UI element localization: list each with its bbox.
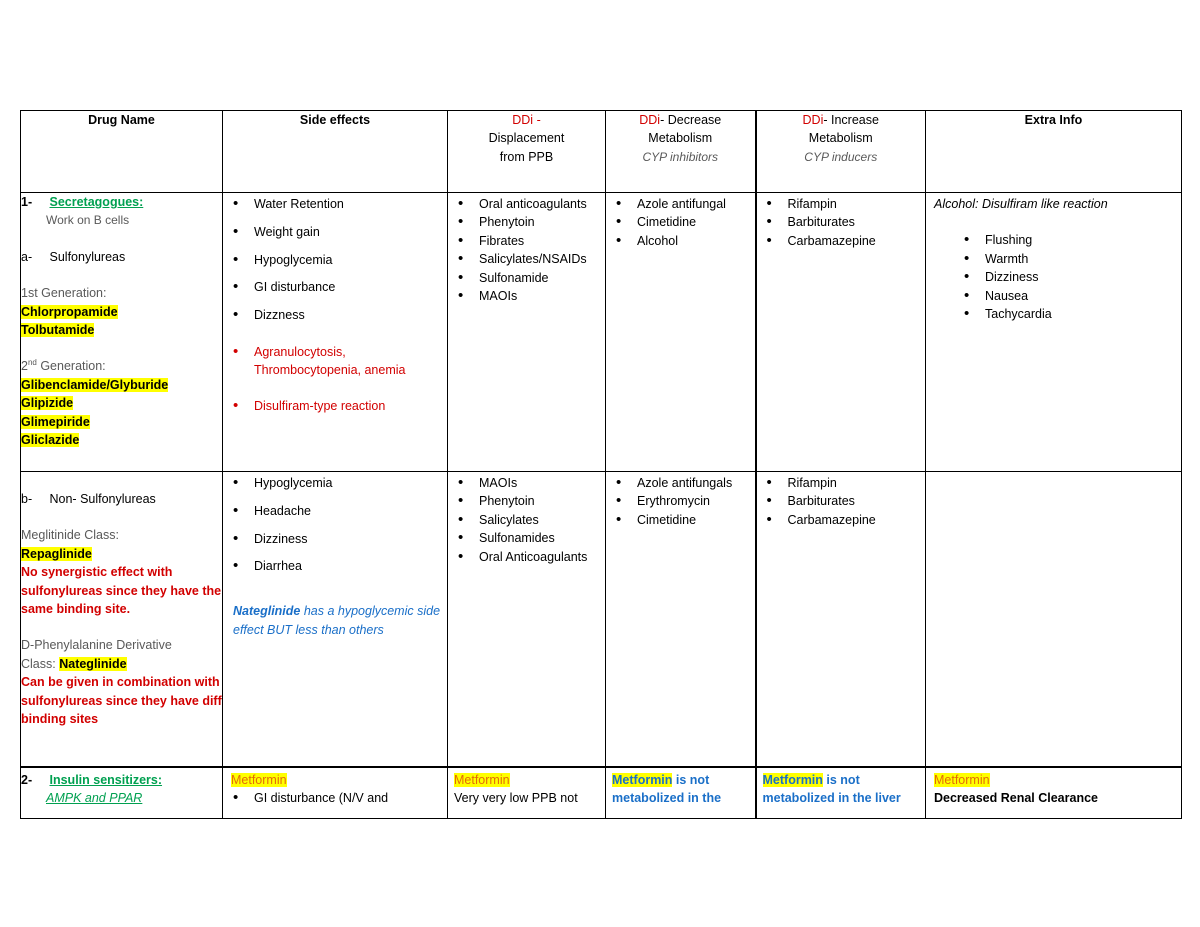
list-item: • Salicylates/NSAIDs	[454, 250, 601, 268]
list-item: • Nausea	[960, 287, 1177, 305]
list-item: • Phenytoin	[454, 492, 601, 510]
non-sulfonylureas-decrease-cell	[606, 472, 756, 768]
list-item: • Disulfiram-type reaction	[229, 397, 443, 415]
drug-table	[20, 110, 1182, 819]
insulin-sensitizers-extra-cell: Metformin Decreased Renal Clearance	[926, 767, 1182, 819]
list-item: • Hypoglycemia	[229, 474, 443, 492]
non-sulfonylureas-displacement-cell	[448, 472, 606, 768]
insulin-sensitizers-row	[21, 767, 1182, 819]
header-side-effects: Side effects	[223, 111, 448, 193]
list-item: • Sulfonamide	[454, 269, 601, 287]
list-item: • Diarrhea	[229, 557, 443, 575]
list-item: • Oral Anticoagulants	[454, 548, 601, 566]
list-item: • Dizziness	[960, 268, 1177, 286]
list-item: • Erythromycin	[612, 492, 751, 510]
insulin-sensitizers-side-effects-cell: Metformin • GI disturbance (N/V and	[223, 767, 448, 819]
header-ddi-increase: DDi- Increase Metabolism CYP inducers	[756, 111, 926, 193]
non-sulfonylureas-drug-cell: b- Non- Sulfonylureas Meglitinide Class: Repaglinide No synergistic effect with sulfonylureas since they have the same binding site. D-Phenylalanine Derivative Class: Nateglinide Can be given in combination with sulfonylureas since they have diff binding sites	[21, 472, 223, 768]
list-item: • Azole antifungals	[612, 474, 751, 492]
list-item: • Barbiturates	[763, 492, 922, 510]
list-item: • Hypoglycemia	[229, 251, 443, 269]
list-item: • Azole antifungal	[612, 195, 751, 213]
sulfonylureas-extra-cell: Alcohol: Disulfiram like reaction • Flushing • Warmth • Dizziness • Nausea • Tachycardia	[926, 193, 1182, 472]
list-item: • Rifampin	[763, 474, 922, 492]
list-item: • Tachycardia	[960, 305, 1177, 323]
list-item: • Dizziness	[229, 530, 443, 548]
list-item: • Sulfonamides	[454, 529, 601, 547]
header-ddi-displacement: DDi - Displacement from PPB	[448, 111, 606, 193]
sulfonylureas-decrease-cell	[606, 193, 756, 472]
list-item: • Alcohol	[612, 232, 751, 250]
non-sulfonylureas-extra-cell	[926, 472, 1182, 768]
insulin-sensitizers-displacement-cell: Metformin Very very low PPB not	[448, 767, 606, 819]
list-item: • GI disturbance	[229, 278, 443, 296]
list-item: • MAOIs	[454, 474, 601, 492]
list-item: • Cimetidine	[612, 213, 751, 231]
sulfonylureas-displacement-cell	[448, 193, 606, 472]
list-item: • Rifampin	[763, 195, 922, 213]
header-ddi-decrease: DDi- Decrease Metabolism CYP inhibitors	[606, 111, 756, 193]
list-item: • Oral anticoagulants	[454, 195, 601, 213]
list-item: • Flushing	[960, 231, 1177, 249]
insulin-sensitizers-drug-cell: 2- Insulin sensitizers: AMPK and PPAR	[21, 767, 223, 819]
list-item: • Warmth	[960, 250, 1177, 268]
list-item: • Salicylates	[454, 511, 601, 529]
non-sulfonylureas-side-effects-cell: • Hypoglycemia • Headache • Dizziness • Diarrhea Nateglinide has a hypoglycemic side effect BUT less than others	[223, 472, 448, 768]
list-item: • MAOIs	[454, 287, 601, 305]
list-item: • Fibrates	[454, 232, 601, 250]
header-extra-info: Extra Info	[926, 111, 1182, 193]
sulfonylureas-increase-cell	[756, 193, 926, 472]
list-item: • Weight gain	[229, 223, 443, 241]
sulfonylureas-drug-cell: 1- Secretagogues: Work on B cells a- Sulfonylureas 1st Generation: Chlorpropamide Tolbutamide 2nd Generation: Glibenclamide/Glyburide Glipizide Glimepiride Gliclazide	[21, 193, 223, 472]
list-item: • Agranulocytosis, Thrombocytopenia, anemia	[229, 343, 443, 380]
header-drug-name: Drug Name	[21, 111, 223, 193]
list-item: • GI disturbance (N/V and	[229, 789, 443, 807]
sulfonylureas-side-effects-cell	[223, 193, 448, 472]
list-item: • Barbiturates	[763, 213, 922, 231]
non-sulfonylureas-increase-cell	[756, 472, 926, 768]
list-item: • Carbamazepine	[763, 232, 922, 250]
list-item: • Water Retention	[229, 195, 443, 213]
secretagogues-label: Secretagogues:	[49, 195, 144, 209]
insulin-sensitizers-decrease-cell: Metformin is not metabolized in the	[606, 767, 756, 819]
sulfonylureas-row	[21, 193, 1182, 472]
list-item: • Cimetidine	[612, 511, 751, 529]
insulin-sensitizers-increase-cell: Metformin is not metabolized in the liver	[756, 767, 926, 819]
list-item: • Carbamazepine	[763, 511, 922, 529]
list-item: • Headache	[229, 502, 443, 520]
header-row	[21, 111, 1182, 193]
list-item: • Dizzness	[229, 306, 443, 324]
list-item: • Phenytoin	[454, 213, 601, 231]
non-sulfonylureas-row	[21, 472, 1182, 768]
